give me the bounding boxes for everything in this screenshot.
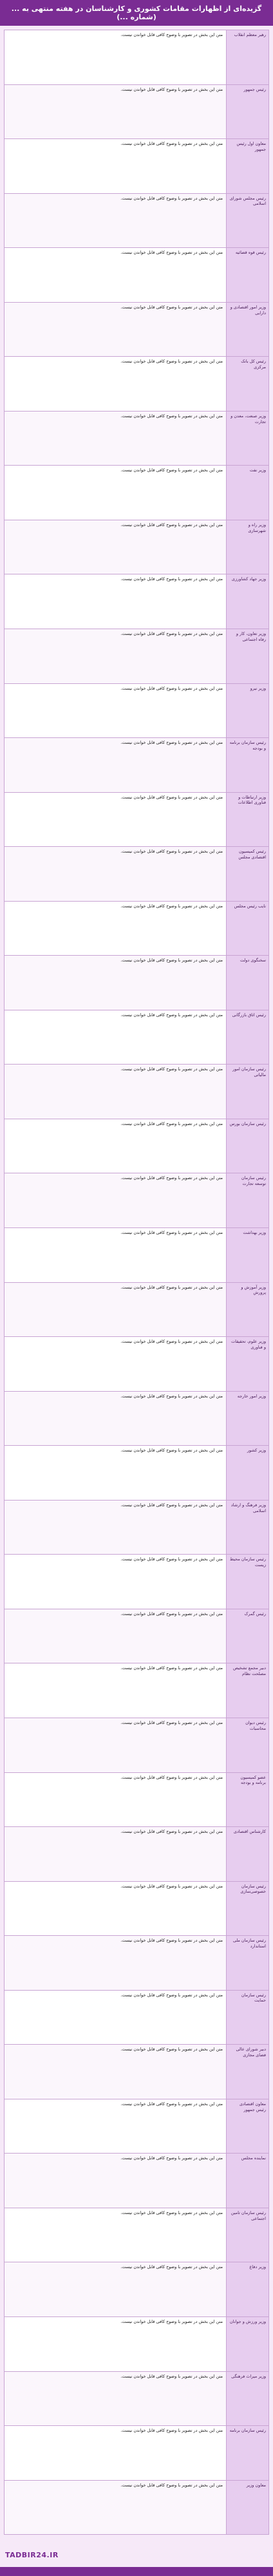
speaker-name: نماینده مجلس xyxy=(226,2154,268,2208)
statement-text: متن این بخش در تصویر با وضوح کافی قابل خواندن نیست. xyxy=(5,1010,226,1065)
speaker-name: وزیر فرهنگ و ارشاد اسلامی xyxy=(226,1501,268,1555)
speaker-name: رئیس سازمان برنامه و بودجه xyxy=(226,738,268,792)
statement-text: متن این بخش در تصویر با وضوح کافی قابل خواندن نیست. xyxy=(5,412,226,466)
speaker-name: سخنگوی دولت xyxy=(226,956,268,1010)
statement-text: متن این بخش در تصویر با وضوح کافی قابل خواندن نیست. xyxy=(5,139,226,193)
statement-text: متن این بخش در تصویر با وضوح کافی قابل خواندن نیست. xyxy=(5,1392,226,1446)
statement-text: متن این بخش در تصویر با وضوح کافی قابل خواندن نیست. xyxy=(5,738,226,792)
table-row xyxy=(5,793,268,848)
table-row xyxy=(5,466,268,520)
speaker-name: رئیس سازمان حمایت xyxy=(226,1991,268,2045)
statement-text: متن این بخش در تصویر با وضوح کافی قابل خواندن نیست. xyxy=(5,1501,226,1555)
table-row xyxy=(5,1991,268,2045)
statement-text: متن این بخش در تصویر با وضوح کافی قابل خواندن نیست. xyxy=(5,520,226,574)
speaker-name: وزیر امور خارجه xyxy=(226,1392,268,1446)
speaker-name: معاون اقتصادی رئیس جمهور xyxy=(226,2099,268,2154)
table-row xyxy=(5,30,268,85)
table-row xyxy=(5,2045,268,2099)
speaker-name: رئیس قوه قضائیه xyxy=(226,248,268,302)
table-row xyxy=(5,85,268,140)
statement-text: متن این بخش در تصویر با وضوح کافی قابل خواندن نیست. xyxy=(5,1936,226,1990)
statement-text: متن این بخش در تصویر با وضوح کافی قابل خواندن نیست. xyxy=(5,1228,226,1282)
statement-text: متن این بخش در تصویر با وضوح کافی قابل خواندن نیست. xyxy=(5,1663,226,1718)
table-row xyxy=(5,1065,268,1119)
speaker-name: رهبر معظم انقلاب xyxy=(226,30,268,84)
speaker-name: رئیس دیوان محاسبات xyxy=(226,1718,268,1772)
statement-text: متن این بخش در تصویر با وضوح کافی قابل خواندن نیست. xyxy=(5,1283,226,1337)
statement-text: متن این بخش در تصویر با وضوح کافی قابل خواندن نیست. xyxy=(5,1882,226,1936)
statement-text: متن این بخش در تصویر با وضوح کافی قابل خواندن نیست. xyxy=(5,629,226,683)
speaker-name: وزیر تعاون، کار و رفاه اجتماعی xyxy=(226,629,268,683)
speaker-name: رئیس سازمان امور مالیاتی xyxy=(226,1065,268,1119)
statement-text: متن این بخش در تصویر با وضوح کافی قابل خواندن نیست. xyxy=(5,1173,226,1227)
speaker-name: رئیس سازمان برنامه xyxy=(226,2426,268,2480)
table-row xyxy=(5,1882,268,1937)
statements-table xyxy=(4,30,269,2535)
statement-text: متن این بخش در تصویر با وضوح کافی قابل خواندن نیست. xyxy=(5,1718,226,1772)
table-row xyxy=(5,1119,268,1174)
statement-text: متن این بخش در تصویر با وضوح کافی قابل خواندن نیست. xyxy=(5,2481,226,2535)
speaker-name: رئیس کمیسیون اقتصادی مجلس xyxy=(226,847,268,901)
table-row xyxy=(5,412,268,466)
speaker-name: وزیر ورزش و جوانان xyxy=(226,2317,268,2371)
speaker-name: رئیس جمهور xyxy=(226,85,268,139)
table-row xyxy=(5,194,268,249)
speaker-name: وزیر علوم، تحقیقات و فناوری xyxy=(226,1337,268,1391)
statement-text: متن این بخش در تصویر با وضوح کافی قابل خواندن نیست. xyxy=(5,956,226,1010)
page-title: گزیده‌ای از اظهارات مقامات کشوری و کارشناسان در هفته منتهی به ... (شماره ...) xyxy=(0,0,273,26)
table-row xyxy=(5,2099,268,2154)
statement-text: متن این بخش در تصویر با وضوح کافی قابل خواندن نیست. xyxy=(5,303,226,357)
speaker-name: رئیس سازمان بورس xyxy=(226,1119,268,1173)
site-watermark: TADBIR24.IR xyxy=(5,2551,59,2559)
statement-text: متن این بخش در تصویر با وضوح کافی قابل خواندن نیست. xyxy=(5,1065,226,1119)
table-row xyxy=(5,357,268,412)
speaker-name: کارشناس اقتصادی xyxy=(226,1827,268,1881)
table-row xyxy=(5,139,268,194)
statement-text: متن این بخش در تصویر با وضوح کافی قابل خواندن نیست. xyxy=(5,2099,226,2154)
speaker-name: رئیس گمرک xyxy=(226,1609,268,1663)
statement-text: متن این بخش در تصویر با وضوح کافی قابل خواندن نیست. xyxy=(5,902,226,956)
speaker-name: نایب رئیس مجلس xyxy=(226,902,268,956)
table-row xyxy=(5,520,268,575)
speaker-name: وزیر راه و شهرسازی xyxy=(226,520,268,574)
speaker-name: معاون اول رئیس جمهور xyxy=(226,139,268,193)
speaker-name: وزیر دفاع xyxy=(226,2262,268,2316)
statement-text: متن این بخش در تصویر با وضوح کافی قابل خواندن نیست. xyxy=(5,2154,226,2208)
table-row xyxy=(5,1827,268,1882)
footer-bar xyxy=(0,2567,273,2576)
table-row xyxy=(5,1173,268,1228)
speaker-name: وزیر امور اقتصادی و دارایی xyxy=(226,303,268,357)
table-row xyxy=(5,738,268,793)
speaker-name: وزیر جهاد کشاورزی xyxy=(226,574,268,629)
table-row xyxy=(5,684,268,739)
table-row xyxy=(5,1501,268,1555)
statement-text: متن این بخش در تصویر با وضوح کافی قابل خواندن نیست. xyxy=(5,1991,226,2045)
table-row xyxy=(5,2481,268,2535)
statement-text: متن این بخش در تصویر با وضوح کافی قابل خواندن نیست. xyxy=(5,85,226,139)
statement-text: متن این بخش در تصویر با وضوح کافی قابل خواندن نیست. xyxy=(5,2372,226,2426)
table-row xyxy=(5,1555,268,1609)
statement-text: متن این بخش در تصویر با وضوح کافی قابل خواندن نیست. xyxy=(5,248,226,302)
statement-text: متن این بخش در تصویر با وضوح کافی قابل خواندن نیست. xyxy=(5,847,226,901)
speaker-name: رئیس مجلس شورای اسلامی xyxy=(226,194,268,248)
table-row xyxy=(5,1010,268,1065)
table-row xyxy=(5,2262,268,2317)
speaker-name: رئیس سازمان تامین اجتماعی xyxy=(226,2208,268,2262)
statement-text: متن این بخش در تصویر با وضوح کافی قابل خواندن نیست. xyxy=(5,2045,226,2099)
statement-text: متن این بخش در تصویر با وضوح کافی قابل خواندن نیست. xyxy=(5,1773,226,1827)
speaker-name: وزیر میراث فرهنگی xyxy=(226,2372,268,2426)
table-row xyxy=(5,574,268,629)
statement-text: متن این بخش در تصویر با وضوح کافی قابل خواندن نیست. xyxy=(5,1827,226,1881)
table-row xyxy=(5,1663,268,1718)
table-row xyxy=(5,1337,268,1392)
statement-text: متن این بخش در تصویر با وضوح کافی قابل خواندن نیست. xyxy=(5,1119,226,1173)
statement-text: متن این بخش در تصویر با وضوح کافی قابل خواندن نیست. xyxy=(5,574,226,629)
table-row xyxy=(5,1718,268,1773)
statement-text: متن این بخش در تصویر با وضوح کافی قابل خواندن نیست. xyxy=(5,357,226,411)
statement-text: متن این بخش در تصویر با وضوح کافی قابل خواندن نیست. xyxy=(5,2262,226,2316)
statement-text: متن این بخش در تصویر با وضوح کافی قابل خواندن نیست. xyxy=(5,1555,226,1609)
speaker-name: وزیر ارتباطات و فناوری اطلاعات xyxy=(226,793,268,847)
statement-text: متن این بخش در تصویر با وضوح کافی قابل خواندن نیست. xyxy=(5,1609,226,1663)
table-row xyxy=(5,956,268,1010)
table-row xyxy=(5,2317,268,2372)
table-row xyxy=(5,2372,268,2427)
statement-text: متن این بخش در تصویر با وضوح کافی قابل خواندن نیست. xyxy=(5,30,226,84)
table-row xyxy=(5,902,268,956)
table-row xyxy=(5,2208,268,2263)
table-row xyxy=(5,1392,268,1446)
speaker-name: رئیس اتاق بازرگانی xyxy=(226,1010,268,1065)
speaker-name: رئیس کل بانک مرکزی xyxy=(226,357,268,411)
statement-text: متن این بخش در تصویر با وضوح کافی قابل خواندن نیست. xyxy=(5,2426,226,2480)
statement-text: متن این بخش در تصویر با وضوح کافی قابل خواندن نیست. xyxy=(5,466,226,520)
table-row xyxy=(5,2426,268,2481)
speaker-name: وزیر صنعت، معدن و تجارت xyxy=(226,412,268,466)
table-row xyxy=(5,1228,268,1283)
table-row xyxy=(5,303,268,357)
table-row xyxy=(5,1936,268,1991)
speaker-name: رئیس سازمان ملی استاندارد xyxy=(226,1936,268,1990)
speaker-name: رئیس سازمان توسعه تجارت xyxy=(226,1173,268,1227)
speaker-name: دبیر مجمع تشخیص مصلحت نظام xyxy=(226,1663,268,1718)
table-row xyxy=(5,629,268,684)
table-row xyxy=(5,1773,268,1828)
statement-text: متن این بخش در تصویر با وضوح کافی قابل خواندن نیست. xyxy=(5,2208,226,2262)
table-row xyxy=(5,847,268,902)
speaker-name: وزیر آموزش و پرورش xyxy=(226,1283,268,1337)
speaker-name: عضو کمیسیون برنامه و بودجه xyxy=(226,1773,268,1827)
statement-text: متن این بخش در تصویر با وضوح کافی قابل خواندن نیست. xyxy=(5,2317,226,2371)
table-row xyxy=(5,2154,268,2208)
statement-text: متن این بخش در تصویر با وضوح کافی قابل خواندن نیست. xyxy=(5,793,226,847)
statement-text: متن این بخش در تصویر با وضوح کافی قابل خواندن نیست. xyxy=(5,684,226,738)
table-row xyxy=(5,1609,268,1664)
table-row xyxy=(5,1283,268,1338)
statement-text: متن این بخش در تصویر با وضوح کافی قابل خواندن نیست. xyxy=(5,1446,226,1500)
speaker-name: وزیر کشور xyxy=(226,1446,268,1500)
speaker-name: رئیس سازمان محیط زیست xyxy=(226,1555,268,1609)
table-row xyxy=(5,248,268,303)
statement-text: متن این بخش در تصویر با وضوح کافی قابل خواندن نیست. xyxy=(5,1337,226,1391)
speaker-name: وزیر نیرو xyxy=(226,684,268,738)
speaker-name: دبیر شورای عالی فضای مجازی xyxy=(226,2045,268,2099)
speaker-name: وزیر بهداشت xyxy=(226,1228,268,1282)
table-row xyxy=(5,1446,268,1501)
statement-text: متن این بخش در تصویر با وضوح کافی قابل خواندن نیست. xyxy=(5,194,226,248)
speaker-name: رئیس سازمان خصوصی‌سازی xyxy=(226,1882,268,1936)
speaker-name: معاون وزیر xyxy=(226,2481,268,2535)
speaker-name: وزیر نفت xyxy=(226,466,268,520)
